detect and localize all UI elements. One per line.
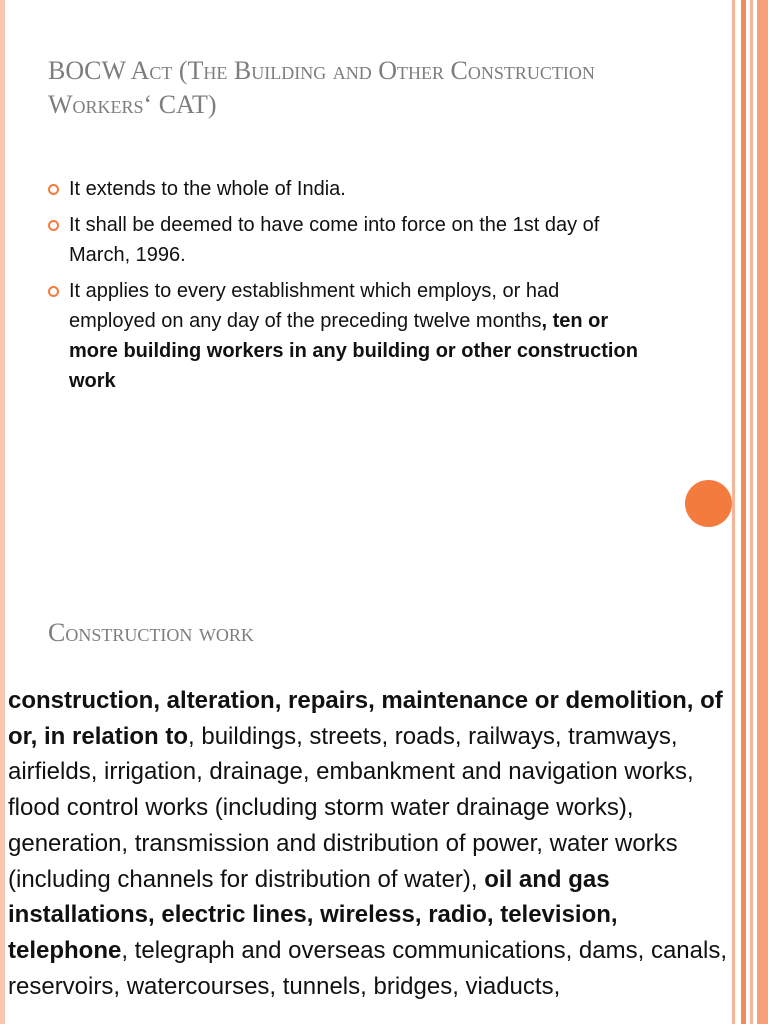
right-stripe bbox=[741, 0, 746, 1024]
body-segment-bold: construction, alteration, repairs, maintenance or demolition, of or, in relation to bbox=[8, 687, 723, 750]
slide1-title: BOCW Act (The Building and Other Construction Workers‘ CAT) bbox=[48, 56, 595, 119]
right-stripe bbox=[732, 0, 735, 1024]
slide2-title: Construction work bbox=[48, 618, 254, 647]
left-border-stripe bbox=[0, 0, 5, 1024]
bullet-item bbox=[48, 174, 648, 204]
body-segment-bold: oil and gas installations, electric lines, wireless, radio, television, telephone bbox=[8, 865, 618, 964]
bullet-item bbox=[48, 276, 648, 396]
orange-circle-decoration bbox=[685, 480, 732, 527]
right-border-panel bbox=[732, 0, 768, 1024]
bullet-bold-text: , ten or more building workers in any building or other construction work bbox=[69, 310, 638, 392]
bullet-text: It extends to the whole of India. bbox=[69, 178, 346, 200]
bullet-circle-icon bbox=[48, 184, 59, 195]
bullet-text: It shall be deemed to have come into force on the 1st day of March, 1996. bbox=[69, 214, 600, 266]
bullet-circle-icon bbox=[48, 286, 59, 297]
bullet-circle-icon bbox=[48, 220, 59, 231]
bullet-text: It applies to every establishment which employs, or had employed on any day of the preceding twelve months bbox=[69, 280, 560, 332]
slide1-bullet-list bbox=[48, 174, 648, 402]
slide2-body bbox=[8, 683, 730, 1004]
body-segment: , buildings, streets, roads, railways, tramways, airfields, irrigation, drainage, embankment and navigation works, flood control works (including storm water drainage works), generation, transmission and distribution of power, water works (including channels for distribution of water), bbox=[8, 722, 694, 893]
body-segment: , telegraph and overseas communications, dams, canals, reservoirs, watercourses, tunnels, bridges, viaducts, bbox=[8, 936, 727, 1000]
right-stripe bbox=[750, 0, 753, 1024]
right-stripe bbox=[757, 0, 768, 1024]
bullet-item bbox=[48, 210, 648, 270]
